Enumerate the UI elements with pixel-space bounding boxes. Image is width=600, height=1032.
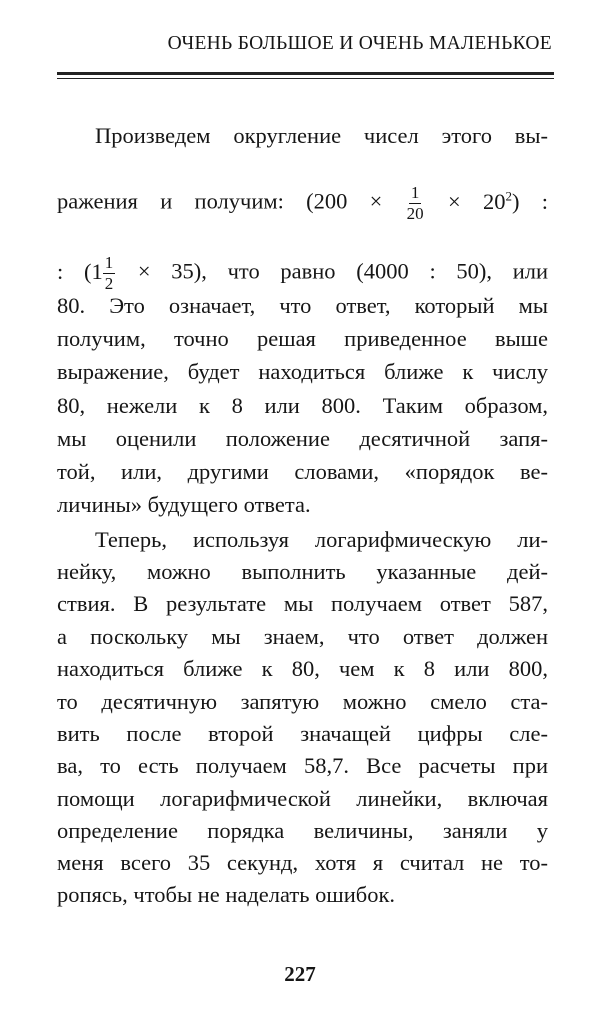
text-line: 80, нежели к 8 или 800. Таким образом, bbox=[57, 393, 548, 418]
text-line: вить после второй значащей цифры сле- bbox=[57, 721, 548, 746]
exponent: 2 bbox=[505, 188, 512, 204]
fraction bbox=[103, 253, 116, 294]
text-line: меня всего 35 секунд, хотя я считал не то- bbox=[57, 850, 548, 875]
fraction-denominator: 2 bbox=[104, 274, 114, 293]
text-line: определение порядка величины, заняли у bbox=[57, 818, 548, 843]
formula-text bbox=[448, 189, 548, 214]
page-number: 227 bbox=[284, 962, 316, 986]
fraction-numerator: 1 bbox=[104, 253, 114, 272]
text-line: Теперь, используя логарифмическую ли- bbox=[95, 527, 548, 552]
text-line: находиться ближе к 80, чем к 8 или 800, bbox=[57, 656, 548, 681]
text-line: а поскольку мы знаем, что ответ должен bbox=[57, 624, 548, 649]
text-line: ствия. В результате мы получаем ответ 587, bbox=[57, 591, 548, 616]
text-line: то десятичную запятую можно смело ста- bbox=[57, 689, 548, 714]
text-line: ва, то есть получаем 58,7. Все расчеты при bbox=[57, 753, 548, 778]
text-line: той, или, другими словами, «порядок ве- bbox=[57, 459, 548, 484]
text-line-formula bbox=[57, 253, 548, 294]
text-line: получим, точно решая приведенное выше bbox=[57, 326, 548, 351]
formula-text: × 35), что равно (4000 : 50), или bbox=[137, 258, 549, 284]
text-line: нейку, можно выполнить указанные дей- bbox=[57, 559, 548, 584]
text-line: 80. Это означает, что ответ, который мы bbox=[57, 293, 548, 318]
fraction-numerator: 1 bbox=[410, 183, 420, 202]
formula-part: : (1 bbox=[57, 258, 103, 284]
text-line: помощи логарифмической линейки, включая bbox=[57, 786, 548, 811]
header-rule-thick bbox=[57, 72, 554, 75]
header-rule-thin bbox=[57, 78, 554, 79]
text-line: личины» будущего ответа. bbox=[57, 492, 311, 517]
text-line: Произведем округление чисел этого вы- bbox=[95, 123, 548, 148]
formula-text bbox=[57, 253, 117, 293]
text-line: мы оценили положение десятичной запя- bbox=[57, 426, 548, 451]
formula-text: ражения и получим: (200 × bbox=[57, 188, 383, 214]
formula-part: × 20 bbox=[447, 188, 506, 214]
fraction bbox=[407, 183, 424, 224]
running-header: ОЧЕНЬ БОЛЬШОЕ И ОЧЕНЬ МАЛЕНЬКОЕ bbox=[167, 33, 552, 54]
text-line: ропясь, чтобы не наделать ошибок. bbox=[57, 882, 396, 907]
text-line: выражение, будет находиться ближе к числу bbox=[57, 359, 548, 384]
fraction-denominator: 20 bbox=[406, 204, 424, 223]
text-line-formula bbox=[57, 183, 548, 224]
formula-part: ) : bbox=[511, 188, 548, 214]
